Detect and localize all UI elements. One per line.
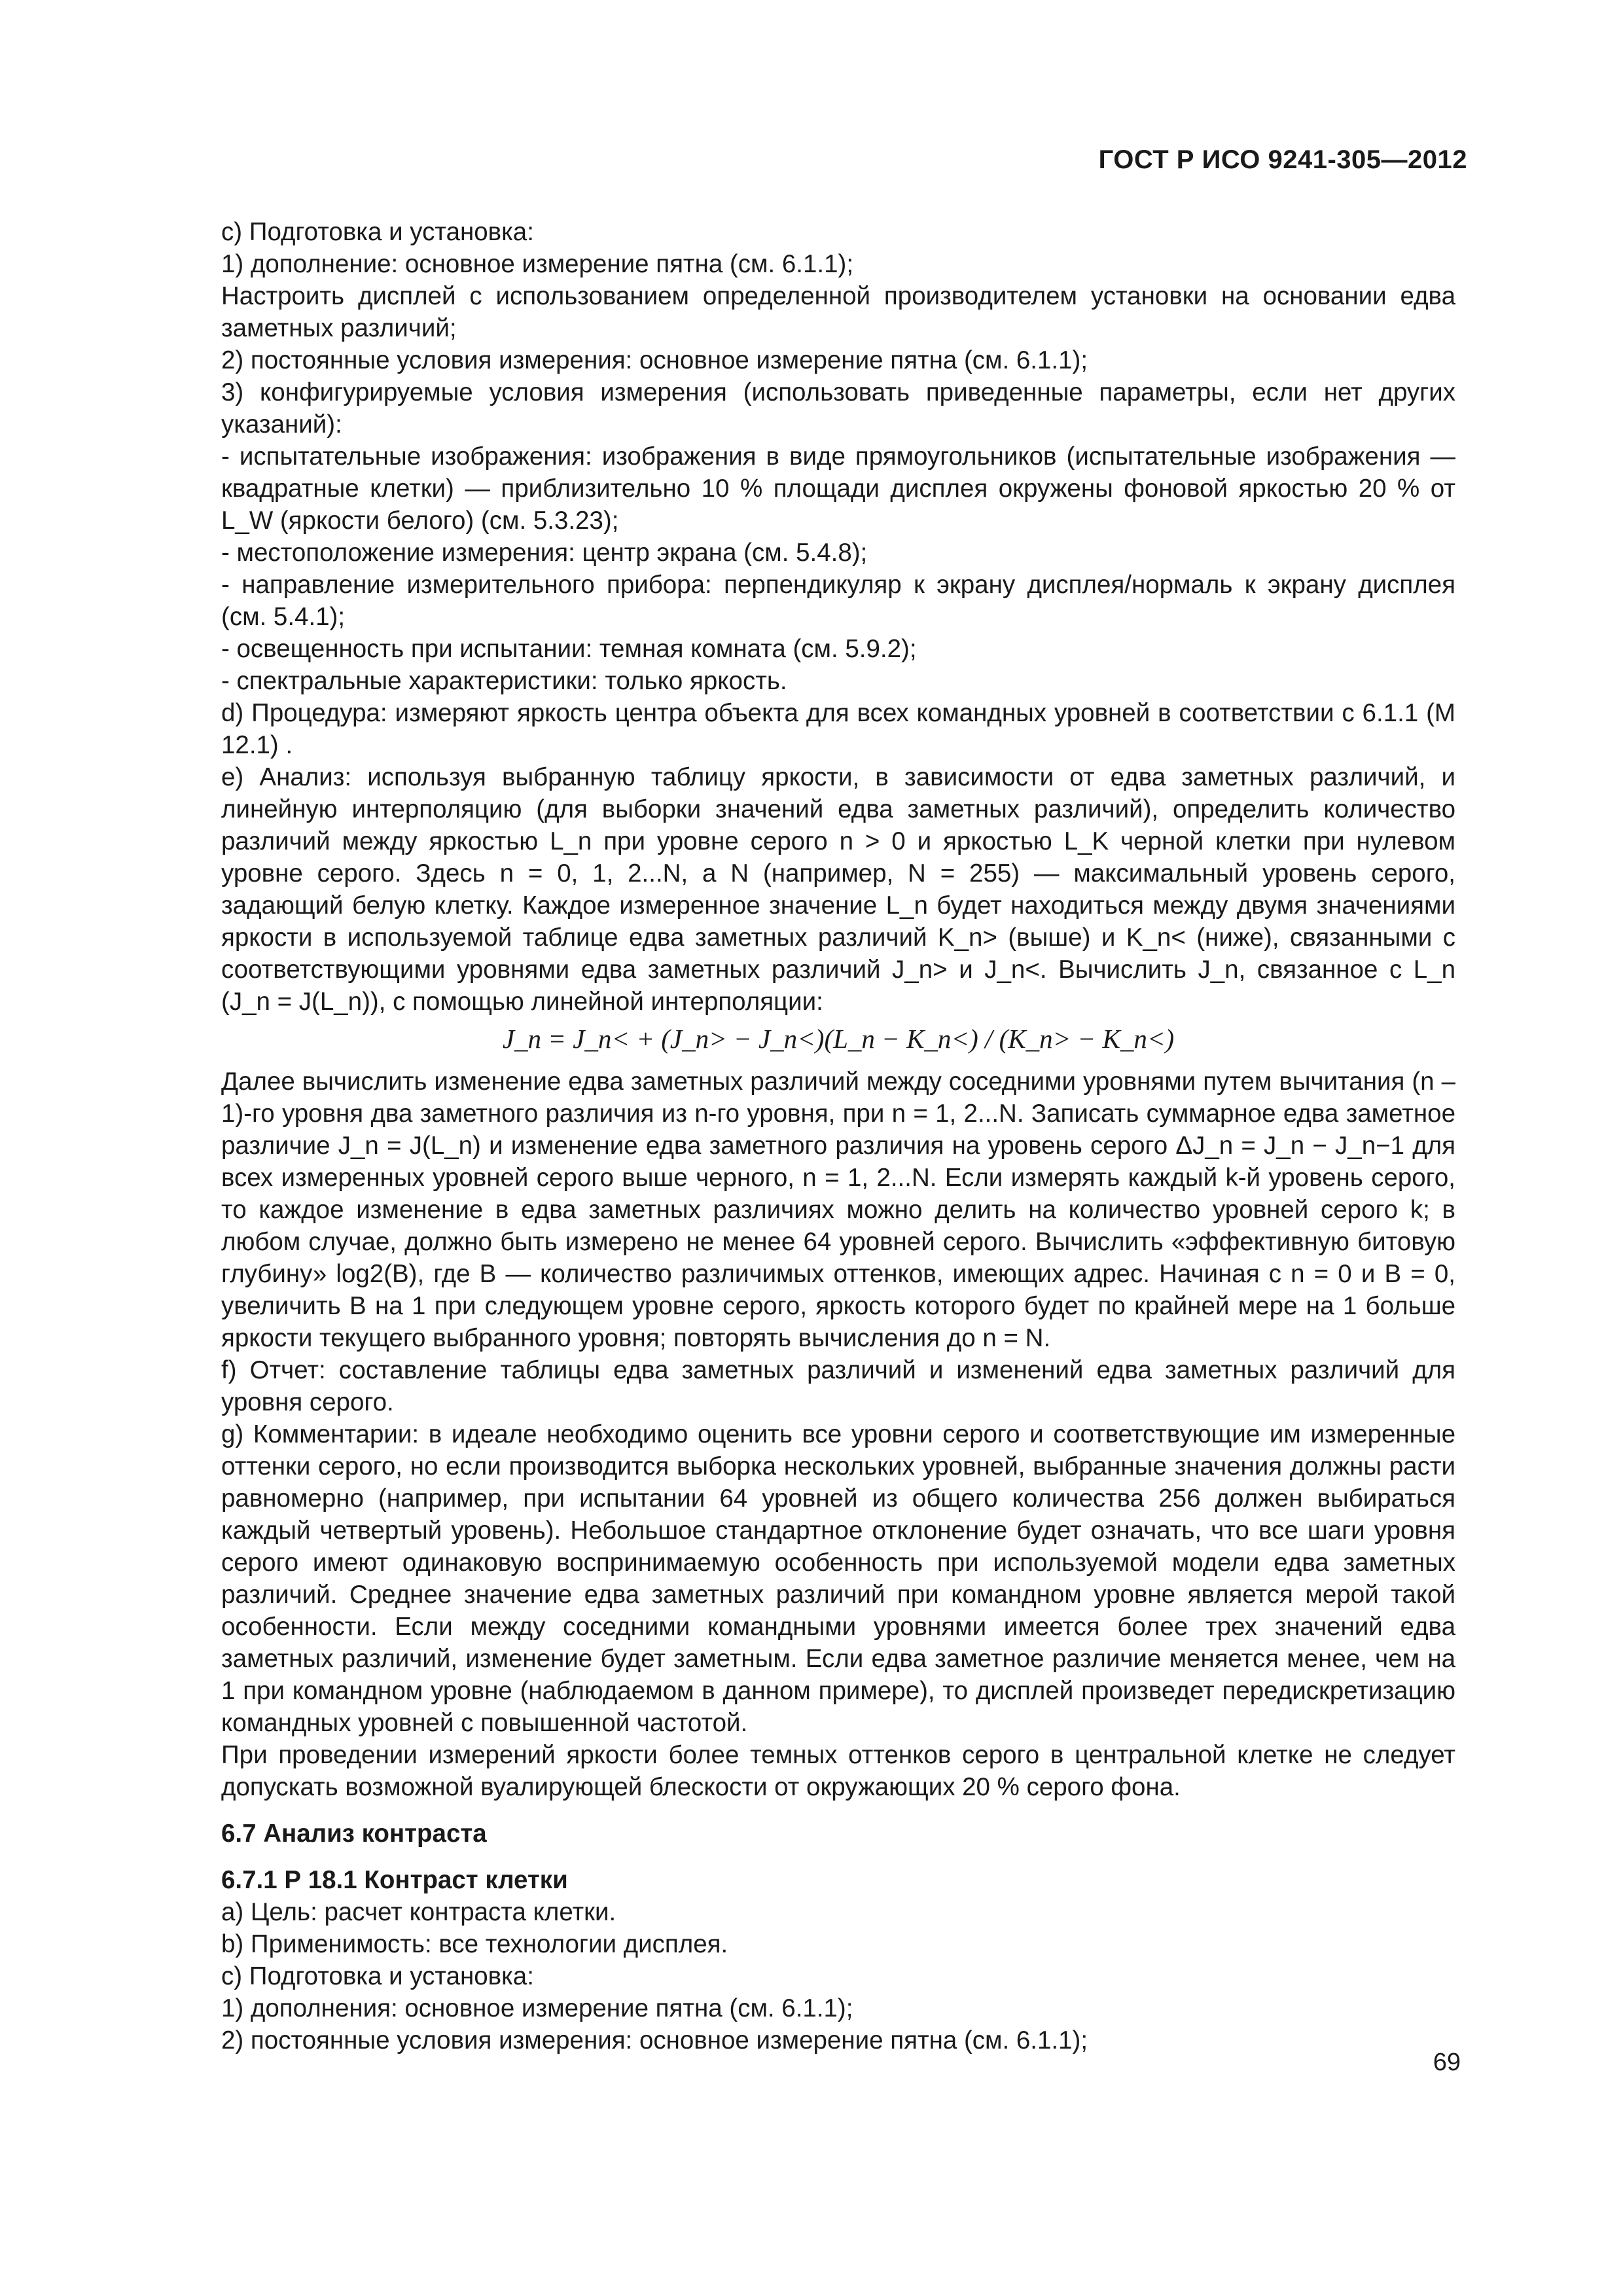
- section-heading: 6.7 Анализ контраста: [221, 1820, 487, 1848]
- paragraph: а) Цель: расчет контраста клетки.: [221, 1898, 616, 1926]
- paragraph: При проведении измерений яркости более темных оттенков серого в центральной клетке не следует допускать возможной вуалирующей блескости от окружающих 20 % серого фона.: [221, 1741, 1455, 1801]
- paragraph: d) Процедура: измеряют яркость центра объекта для всех командных уровней в соответствии с 6.1.1 (М 12.1) .: [221, 699, 1455, 759]
- paragraph: f) Отчет: составление таблицы едва заметных различий и изменений едва заметных различий для уровня серого.: [221, 1356, 1455, 1416]
- document-body: [221, 216, 1455, 2056]
- paragraph: 2) постоянные условия измерения: основное измерение пятна (см. 6.1.1);: [221, 346, 1088, 374]
- paragraph: е) Анализ: используя выбранную таблицу яркости, в зависимости от едва заметных различий, и линейную интерполяцию (для выборки значений едва заметных различий), определить количество различий между яркостью L_n при уровне серого n > 0 и яркостью L_K черной клетки при нулевом уровне серого. Здесь n = 0, 1, 2...N, а N (например, N = 255) — максимальный уровень серого, задающий белую клетку. Каждое измеренное значение L_n будет находиться между двумя значениями яркости в используемой таблице едва заметных различий K_n> (выше) и K_n< (ниже), связанными с соответствующими уровнями едва заметных различий J_n> и J_n<. Вычислить J_n, связанное с L_n (J_n = J(L_n)), с помощью линейной интерполяции:: [221, 763, 1456, 1016]
- list-item: - испытательные изображения: изображения в виде прямоугольников (испытательные изображения — квадратные клетки) — приблизительно 10 % площади дисплея окружены фоновой яркостью 20 % от L_W (яркости белого) (см. 5.3.23);: [221, 442, 1455, 535]
- paragraph: g) Комментарии: в идеале необходимо оценить все уровни серого и соответствующие им измеренные оттенки серого, но если производится выборка нескольких уровней, выбранные значения должны расти равномерно (например, при испытании 64 уровней из общего количества 256 должен выбираться каждый четвертый уровень). Небольшое стандартное отклонение будет означать, что все шаги уровня серого имеют одинаковую воспринимаемую особенность при используемой модели едва заметных различий. Среднее значение едва заметных различий при командном уровне является мерой такой особенности. Если между соседними командными уровнями имеется более трех значений едва заметных различий, изменение будет заметным. Если едва заметное различие меняется менее, чем на 1 при командном уровне (наблюдаемом в данном примере), то дисплей произведет передискретизацию командных уровней с повышенной частотой.: [221, 1420, 1455, 1737]
- interpolation-formula: J_n = J_n< + (J_n> − J_n<)(L_n − K_n<) / (K_n> − K_n<): [502, 1024, 1175, 1054]
- paragraph: 3) конфигурируемые условия измерения (использовать приведенные параметры, если нет других указаний):: [221, 378, 1455, 439]
- paragraph: b) Применимость: все технологии дисплея.: [221, 1930, 728, 1958]
- paragraph: Настроить дисплей с использованием определенной производителем установки на основании едва заметных различий;: [221, 282, 1455, 342]
- standard-code-header: ГОСТ Р ИСО 9241-305—2012: [1098, 145, 1467, 174]
- paragraph: 2) постоянные условия измерения: основное измерение пятна (см. 6.1.1);: [221, 2026, 1088, 2054]
- paragraph: Далее вычислить изменение едва заметных различий между соседними уровнями путем вычитания (n – 1)-го уровня два заметного различия из n-го уровня, при n = 1, 2...N. Записать суммарное едва заметное различие J_n = J(L_n) и изменение едва заметного различия на уровень серого ΔJ_n = J_n − J_n−1 для всех измеренных уровней серого выше черного, n = 1, 2...N. Если измерять каждый k-й уровень серого, то каждое изменение в едва заметных различиях можно делить на количество уровней серого k; в любом случае, должно быть измерено не менее 64 уровней серого. Вычислить «эффективную битовую глубину» log2(B), где B — количество различимых оттенков, имеющих адрес. Начиная с n = 0 и B = 0, увеличить B на 1 при следующем уровне серого, яркость которого будет по крайней мере на 1 больше яркости текущего выбранного уровня; повторять вычисления до n = N.: [221, 1067, 1455, 1352]
- paragraph: с) Подготовка и установка:: [221, 1962, 534, 1990]
- list-item: - местоположение измерения: центр экрана (см. 5.4.8);: [221, 539, 868, 567]
- list-item: - освещенность при испытании: темная комната (см. 5.9.2);: [221, 635, 917, 663]
- list-item: - спектральные характеристики: только яркость.: [221, 667, 787, 695]
- paragraph: с) Подготовка и установка:: [221, 218, 534, 246]
- subsection-heading: 6.7.1 Р 18.1 Контраст клетки: [221, 1866, 568, 1894]
- page-number: 69: [1433, 2049, 1461, 2076]
- paragraph: 1) дополнение: основное измерение пятна (см. 6.1.1);: [221, 250, 854, 278]
- list-item: - направление измерительного прибора: перпендикуляр к экрану дисплея/нормаль к экрану дисплея (см. 5.4.1);: [221, 571, 1455, 631]
- paragraph: 1) дополнения: основное измерение пятна (см. 6.1.1);: [221, 1994, 853, 2022]
